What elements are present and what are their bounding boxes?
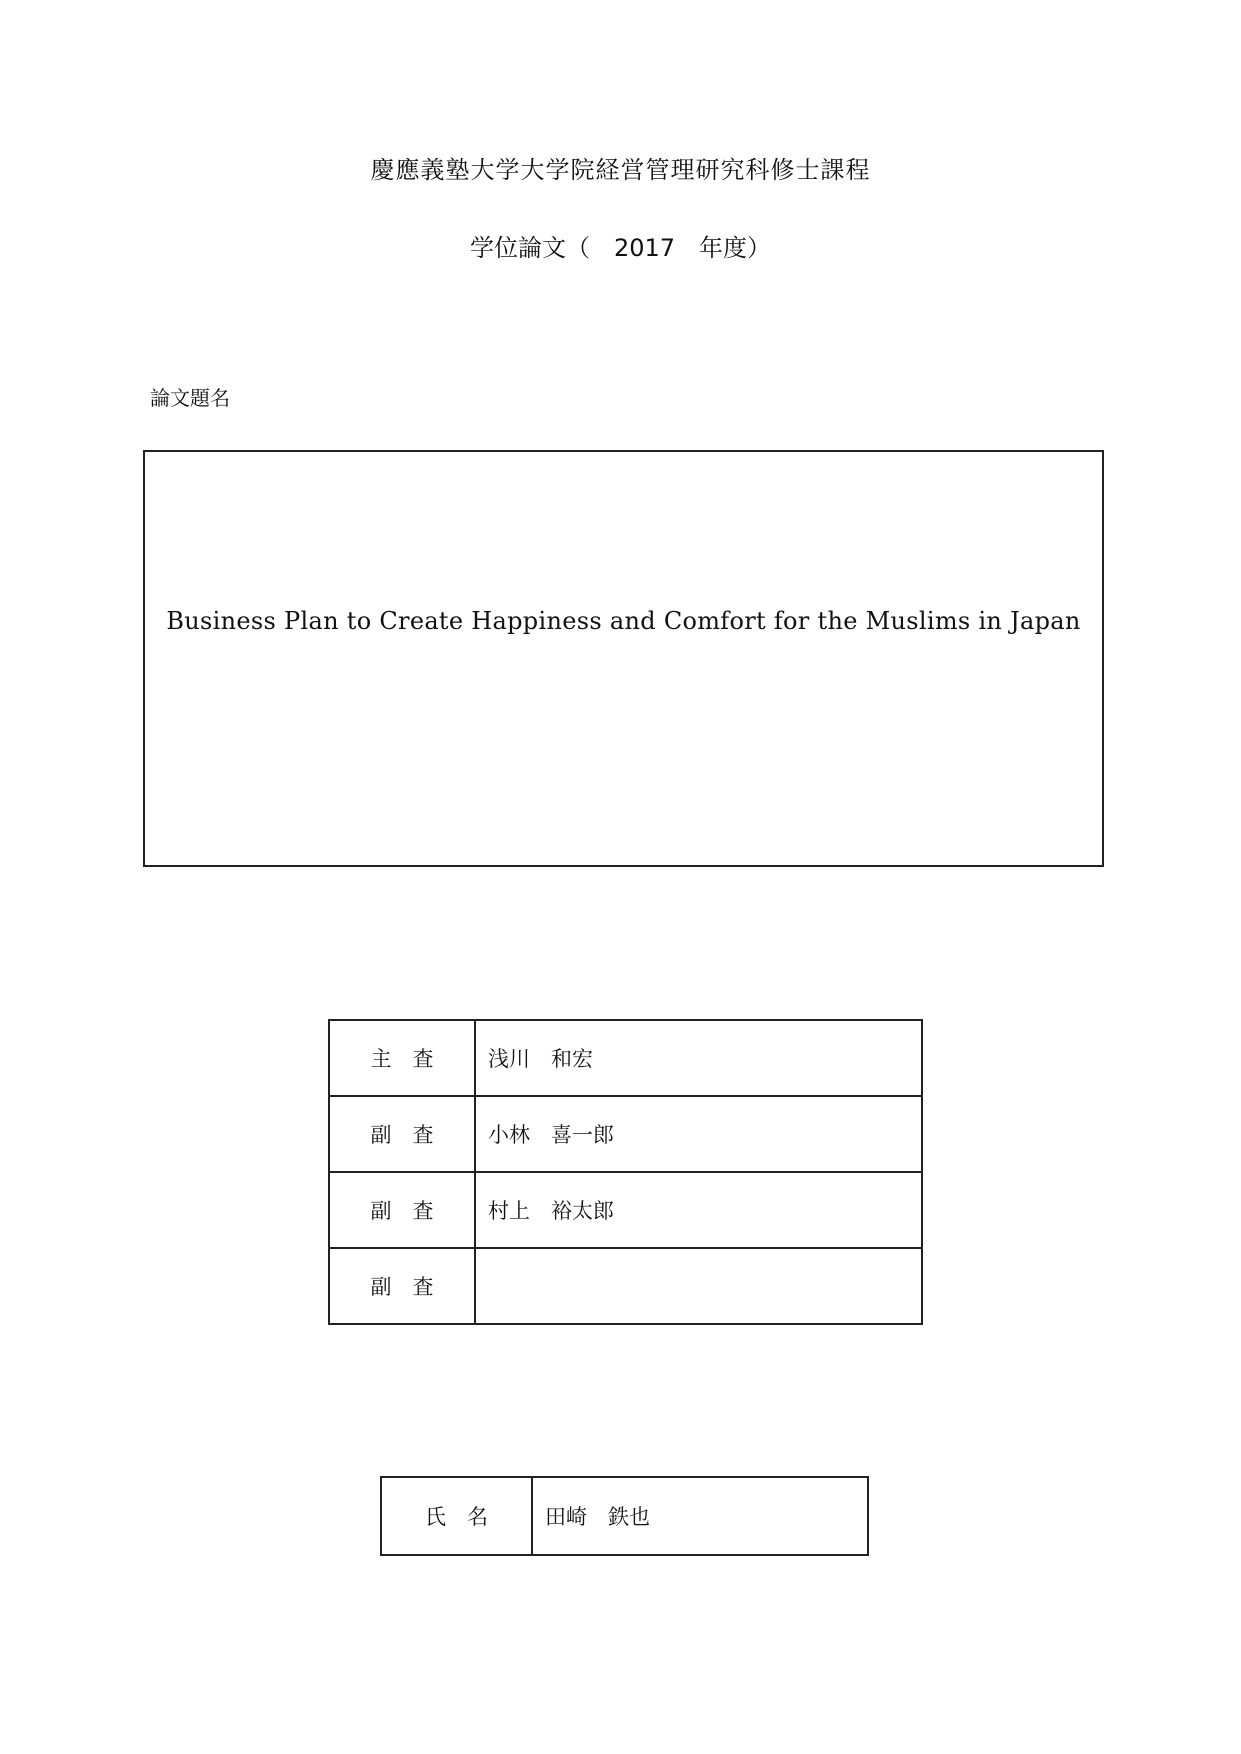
student-label: 氏 名 xyxy=(381,1477,532,1555)
examiner-role: 副 査 xyxy=(329,1172,475,1248)
examiner-name xyxy=(475,1248,922,1324)
examiner-role: 副 査 xyxy=(329,1248,475,1324)
thesis-title-label: 論文題名 xyxy=(150,386,230,410)
examiner-role: 主 査 xyxy=(329,1020,475,1096)
table-row xyxy=(329,1020,922,1096)
thesis-title: Business Plan to Create Happiness and Comfort for the Muslims in Japan xyxy=(166,607,1081,635)
student-table xyxy=(380,1476,869,1556)
examiners-table xyxy=(328,1019,923,1325)
examiner-name: 浅川 和宏 xyxy=(475,1020,922,1096)
table-row xyxy=(329,1248,922,1324)
degree-year-heading: 学位論文（ 2017 年度） xyxy=(469,234,772,262)
thesis-title-box xyxy=(143,450,1104,867)
examiner-role: 副 査 xyxy=(329,1096,475,1172)
table-row xyxy=(381,1477,868,1555)
examiner-name: 小林 喜一郎 xyxy=(475,1096,922,1172)
table-row xyxy=(329,1172,922,1248)
table-row xyxy=(329,1096,922,1172)
student-name: 田崎 鉄也 xyxy=(532,1477,868,1555)
examiner-name: 村上 裕太郎 xyxy=(475,1172,922,1248)
university-program-heading: 慶應義塾大学大学院経営管理研究科修士課程 xyxy=(370,156,871,184)
